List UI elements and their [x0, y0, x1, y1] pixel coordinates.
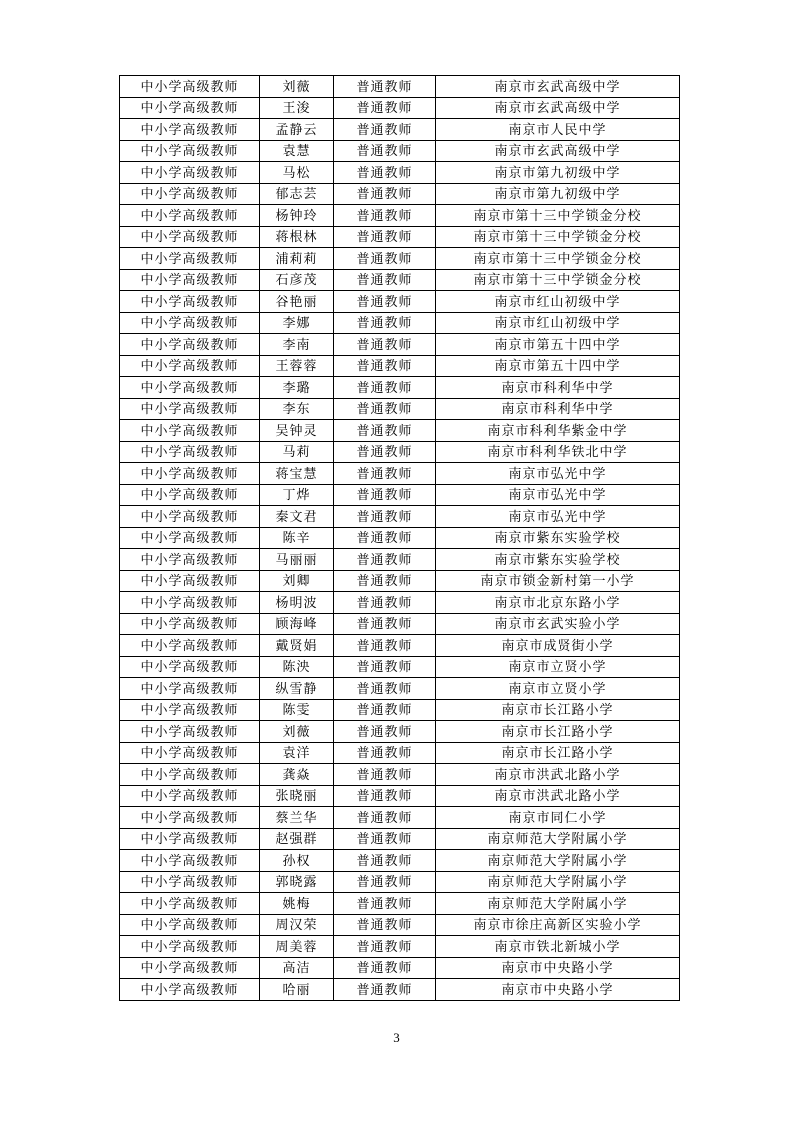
table-row: [120, 162, 680, 184]
cell-school: 南京师范大学附属小学: [436, 871, 680, 893]
cell-school: 南京市玄武实验小学: [436, 613, 680, 635]
cell-school: 南京市玄武高级中学: [436, 97, 680, 119]
cell-name: 谷艳丽: [260, 291, 334, 313]
cell-name: 李璐: [260, 377, 334, 399]
table-row: [120, 957, 680, 979]
cell-position: 普通教师: [334, 312, 436, 334]
table-row: [120, 119, 680, 141]
table-row: [120, 355, 680, 377]
cell-name: 浦莉莉: [260, 248, 334, 270]
cell-title: 中小学高级教师: [120, 979, 260, 1001]
cell-name: 孟静云: [260, 119, 334, 141]
cell-position: 普通教师: [334, 248, 436, 270]
table-row: [120, 721, 680, 743]
cell-title: 中小学高级教师: [120, 785, 260, 807]
cell-school: 南京市第五十四中学: [436, 334, 680, 356]
table-row: [120, 828, 680, 850]
cell-position: 普通教师: [334, 656, 436, 678]
cell-school: 南京市红山初级中学: [436, 291, 680, 313]
cell-name: 蒋根林: [260, 226, 334, 248]
cell-title: 中小学高级教师: [120, 377, 260, 399]
cell-school: 南京市洪武北路小学: [436, 785, 680, 807]
teacher-roster-body: [120, 76, 680, 1001]
cell-name: 戴贤娟: [260, 635, 334, 657]
cell-title: 中小学高级教师: [120, 764, 260, 786]
cell-name: 王浚: [260, 97, 334, 119]
cell-title: 中小学高级教师: [120, 463, 260, 485]
cell-school: 南京市立贤小学: [436, 656, 680, 678]
cell-school: 南京市北京东路小学: [436, 592, 680, 614]
cell-title: 中小学高级教师: [120, 807, 260, 829]
cell-name: 纵雪静: [260, 678, 334, 700]
cell-position: 普通教师: [334, 527, 436, 549]
cell-name: 杨钟玲: [260, 205, 334, 227]
cell-name: 蔡兰华: [260, 807, 334, 829]
table-row: [120, 183, 680, 205]
table-row: [120, 914, 680, 936]
cell-name: 刘卿: [260, 570, 334, 592]
cell-school: 南京师范大学附属小学: [436, 828, 680, 850]
cell-position: 普通教师: [334, 162, 436, 184]
cell-name: 李南: [260, 334, 334, 356]
cell-name: 顾海峰: [260, 613, 334, 635]
cell-title: 中小学高级教师: [120, 656, 260, 678]
cell-name: 郭晓露: [260, 871, 334, 893]
cell-title: 中小学高级教师: [120, 635, 260, 657]
cell-school: 南京市立贤小学: [436, 678, 680, 700]
cell-position: 普通教师: [334, 570, 436, 592]
cell-school: 南京市洪武北路小学: [436, 764, 680, 786]
cell-school: 南京市人民中学: [436, 119, 680, 141]
table-row: [120, 312, 680, 334]
table-row: [120, 506, 680, 528]
cell-title: 中小学高级教师: [120, 893, 260, 915]
cell-position: 普通教师: [334, 269, 436, 291]
cell-name: 龚焱: [260, 764, 334, 786]
cell-title: 中小学高级教师: [120, 76, 260, 98]
table-row: [120, 613, 680, 635]
cell-name: 丁烨: [260, 484, 334, 506]
table-row: [120, 764, 680, 786]
cell-name: 马松: [260, 162, 334, 184]
cell-name: 刘薇: [260, 721, 334, 743]
cell-school: 南京市科利华铁北中学: [436, 441, 680, 463]
cell-school: 南京市第十三中学锁金分校: [436, 248, 680, 270]
table-row: [120, 205, 680, 227]
cell-position: 普通教师: [334, 828, 436, 850]
cell-name: 姚梅: [260, 893, 334, 915]
table-row: [120, 140, 680, 162]
cell-name: 周美蓉: [260, 936, 334, 958]
table-row: [120, 441, 680, 463]
table-row: [120, 76, 680, 98]
table-row: [120, 742, 680, 764]
cell-position: 普通教师: [334, 291, 436, 313]
cell-position: 普通教师: [334, 936, 436, 958]
cell-name: 郁志芸: [260, 183, 334, 205]
table-row: [120, 269, 680, 291]
cell-position: 普通教师: [334, 613, 436, 635]
cell-title: 中小学高级教师: [120, 119, 260, 141]
cell-school: 南京市长江路小学: [436, 721, 680, 743]
cell-name: 陈雯: [260, 699, 334, 721]
cell-title: 中小学高级教师: [120, 162, 260, 184]
cell-position: 普通教师: [334, 957, 436, 979]
cell-title: 中小学高级教师: [120, 936, 260, 958]
cell-position: 普通教师: [334, 850, 436, 872]
cell-school: 南京市弘光中学: [436, 506, 680, 528]
cell-name: 杨明波: [260, 592, 334, 614]
table-row: [120, 635, 680, 657]
cell-title: 中小学高级教师: [120, 269, 260, 291]
cell-position: 普通教师: [334, 549, 436, 571]
cell-name: 李东: [260, 398, 334, 420]
cell-title: 中小学高级教师: [120, 420, 260, 442]
cell-school: 南京师范大学附属小学: [436, 850, 680, 872]
cell-title: 中小学高级教师: [120, 957, 260, 979]
cell-school: 南京市弘光中学: [436, 484, 680, 506]
cell-position: 普通教师: [334, 678, 436, 700]
cell-name: 蒋宝慧: [260, 463, 334, 485]
teacher-roster-table: [119, 75, 680, 1001]
table-row: [120, 291, 680, 313]
cell-title: 中小学高级教师: [120, 140, 260, 162]
table-row: [120, 592, 680, 614]
table-row: [120, 979, 680, 1001]
cell-school: 南京市科利华紫金中学: [436, 420, 680, 442]
cell-title: 中小学高级教师: [120, 334, 260, 356]
cell-name: 马丽丽: [260, 549, 334, 571]
table-row: [120, 226, 680, 248]
cell-title: 中小学高级教师: [120, 205, 260, 227]
cell-position: 普通教师: [334, 119, 436, 141]
cell-name: 陈辛: [260, 527, 334, 549]
table-row: [120, 549, 680, 571]
cell-school: 南京市第九初级中学: [436, 162, 680, 184]
cell-school: 南京市第十三中学锁金分校: [436, 205, 680, 227]
cell-school: 南京市第五十四中学: [436, 355, 680, 377]
cell-title: 中小学高级教师: [120, 914, 260, 936]
cell-school: 南京市中央路小学: [436, 979, 680, 1001]
cell-title: 中小学高级教师: [120, 355, 260, 377]
cell-position: 普通教师: [334, 742, 436, 764]
cell-name: 高洁: [260, 957, 334, 979]
cell-position: 普通教师: [334, 592, 436, 614]
cell-position: 普通教师: [334, 871, 436, 893]
cell-name: 李娜: [260, 312, 334, 334]
table-row: [120, 97, 680, 119]
table-row: [120, 871, 680, 893]
cell-title: 中小学高级教师: [120, 248, 260, 270]
cell-title: 中小学高级教师: [120, 721, 260, 743]
cell-position: 普通教师: [334, 979, 436, 1001]
table-row: [120, 936, 680, 958]
cell-position: 普通教师: [334, 893, 436, 915]
table-row: [120, 420, 680, 442]
cell-position: 普通教师: [334, 463, 436, 485]
cell-name: 刘薇: [260, 76, 334, 98]
cell-position: 普通教师: [334, 205, 436, 227]
table-row: [120, 377, 680, 399]
cell-title: 中小学高级教师: [120, 527, 260, 549]
cell-school: 南京市科利华中学: [436, 398, 680, 420]
cell-title: 中小学高级教师: [120, 484, 260, 506]
table-row: [120, 484, 680, 506]
cell-name: 哈丽: [260, 979, 334, 1001]
cell-name: 石彦茂: [260, 269, 334, 291]
cell-position: 普通教师: [334, 721, 436, 743]
table-row: [120, 893, 680, 915]
cell-position: 普通教师: [334, 377, 436, 399]
cell-position: 普通教师: [334, 226, 436, 248]
cell-school: 南京市铁北新城小学: [436, 936, 680, 958]
cell-name: 马莉: [260, 441, 334, 463]
cell-title: 中小学高级教师: [120, 592, 260, 614]
cell-school: 南京师范大学附属小学: [436, 893, 680, 915]
cell-title: 中小学高级教师: [120, 291, 260, 313]
cell-name: 张晓丽: [260, 785, 334, 807]
cell-school: 南京市红山初级中学: [436, 312, 680, 334]
cell-title: 中小学高级教师: [120, 183, 260, 205]
cell-title: 中小学高级教师: [120, 570, 260, 592]
cell-position: 普通教师: [334, 398, 436, 420]
cell-school: 南京市弘光中学: [436, 463, 680, 485]
table-row: [120, 463, 680, 485]
page-number: 3: [393, 1030, 400, 1045]
cell-title: 中小学高级教师: [120, 828, 260, 850]
cell-name: 袁慧: [260, 140, 334, 162]
cell-school: 南京市科利华中学: [436, 377, 680, 399]
cell-position: 普通教师: [334, 807, 436, 829]
cell-position: 普通教师: [334, 785, 436, 807]
cell-position: 普通教师: [334, 420, 436, 442]
cell-position: 普通教师: [334, 484, 436, 506]
cell-title: 中小学高级教师: [120, 312, 260, 334]
cell-position: 普通教师: [334, 506, 436, 528]
table-row: [120, 785, 680, 807]
table-row: [120, 570, 680, 592]
cell-name: 赵强群: [260, 828, 334, 850]
cell-school: 南京市中央路小学: [436, 957, 680, 979]
cell-title: 中小学高级教师: [120, 699, 260, 721]
cell-position: 普通教师: [334, 699, 436, 721]
table-row: [120, 699, 680, 721]
cell-title: 中小学高级教师: [120, 613, 260, 635]
cell-school: 南京市长江路小学: [436, 699, 680, 721]
cell-position: 普通教师: [334, 764, 436, 786]
cell-position: 普通教师: [334, 183, 436, 205]
cell-name: 王蓉蓉: [260, 355, 334, 377]
cell-school: 南京市玄武高级中学: [436, 140, 680, 162]
cell-position: 普通教师: [334, 76, 436, 98]
cell-name: 孙权: [260, 850, 334, 872]
cell-title: 中小学高级教师: [120, 398, 260, 420]
cell-position: 普通教师: [334, 97, 436, 119]
cell-position: 普通教师: [334, 635, 436, 657]
table-row: [120, 248, 680, 270]
cell-school: 南京市第九初级中学: [436, 183, 680, 205]
cell-title: 中小学高级教师: [120, 850, 260, 872]
cell-title: 中小学高级教师: [120, 678, 260, 700]
cell-name: 周汉荣: [260, 914, 334, 936]
cell-position: 普通教师: [334, 914, 436, 936]
cell-title: 中小学高级教师: [120, 871, 260, 893]
table-row: [120, 678, 680, 700]
table-row: [120, 527, 680, 549]
cell-title: 中小学高级教师: [120, 506, 260, 528]
table-row: [120, 850, 680, 872]
cell-title: 中小学高级教师: [120, 441, 260, 463]
cell-school: 南京市第十三中学锁金分校: [436, 269, 680, 291]
cell-position: 普通教师: [334, 441, 436, 463]
cell-school: 南京市第十三中学锁金分校: [436, 226, 680, 248]
cell-title: 中小学高级教师: [120, 226, 260, 248]
cell-name: 袁洋: [260, 742, 334, 764]
cell-position: 普通教师: [334, 140, 436, 162]
cell-school: 南京市锁金新村第一小学: [436, 570, 680, 592]
cell-school: 南京市紫东实验学校: [436, 527, 680, 549]
cell-title: 中小学高级教师: [120, 549, 260, 571]
cell-school: 南京市紫东实验学校: [436, 549, 680, 571]
cell-school: 南京市徐庄高新区实验小学: [436, 914, 680, 936]
cell-name: 秦文君: [260, 506, 334, 528]
cell-position: 普通教师: [334, 334, 436, 356]
cell-school: 南京市成贤街小学: [436, 635, 680, 657]
cell-title: 中小学高级教师: [120, 742, 260, 764]
table-row: [120, 807, 680, 829]
table-row: [120, 656, 680, 678]
cell-school: 南京市同仁小学: [436, 807, 680, 829]
cell-name: 陈泱: [260, 656, 334, 678]
table-row: [120, 398, 680, 420]
table-row: [120, 334, 680, 356]
cell-school: 南京市长江路小学: [436, 742, 680, 764]
cell-name: 吴钟灵: [260, 420, 334, 442]
cell-school: 南京市玄武高级中学: [436, 76, 680, 98]
cell-title: 中小学高级教师: [120, 97, 260, 119]
cell-position: 普通教师: [334, 355, 436, 377]
